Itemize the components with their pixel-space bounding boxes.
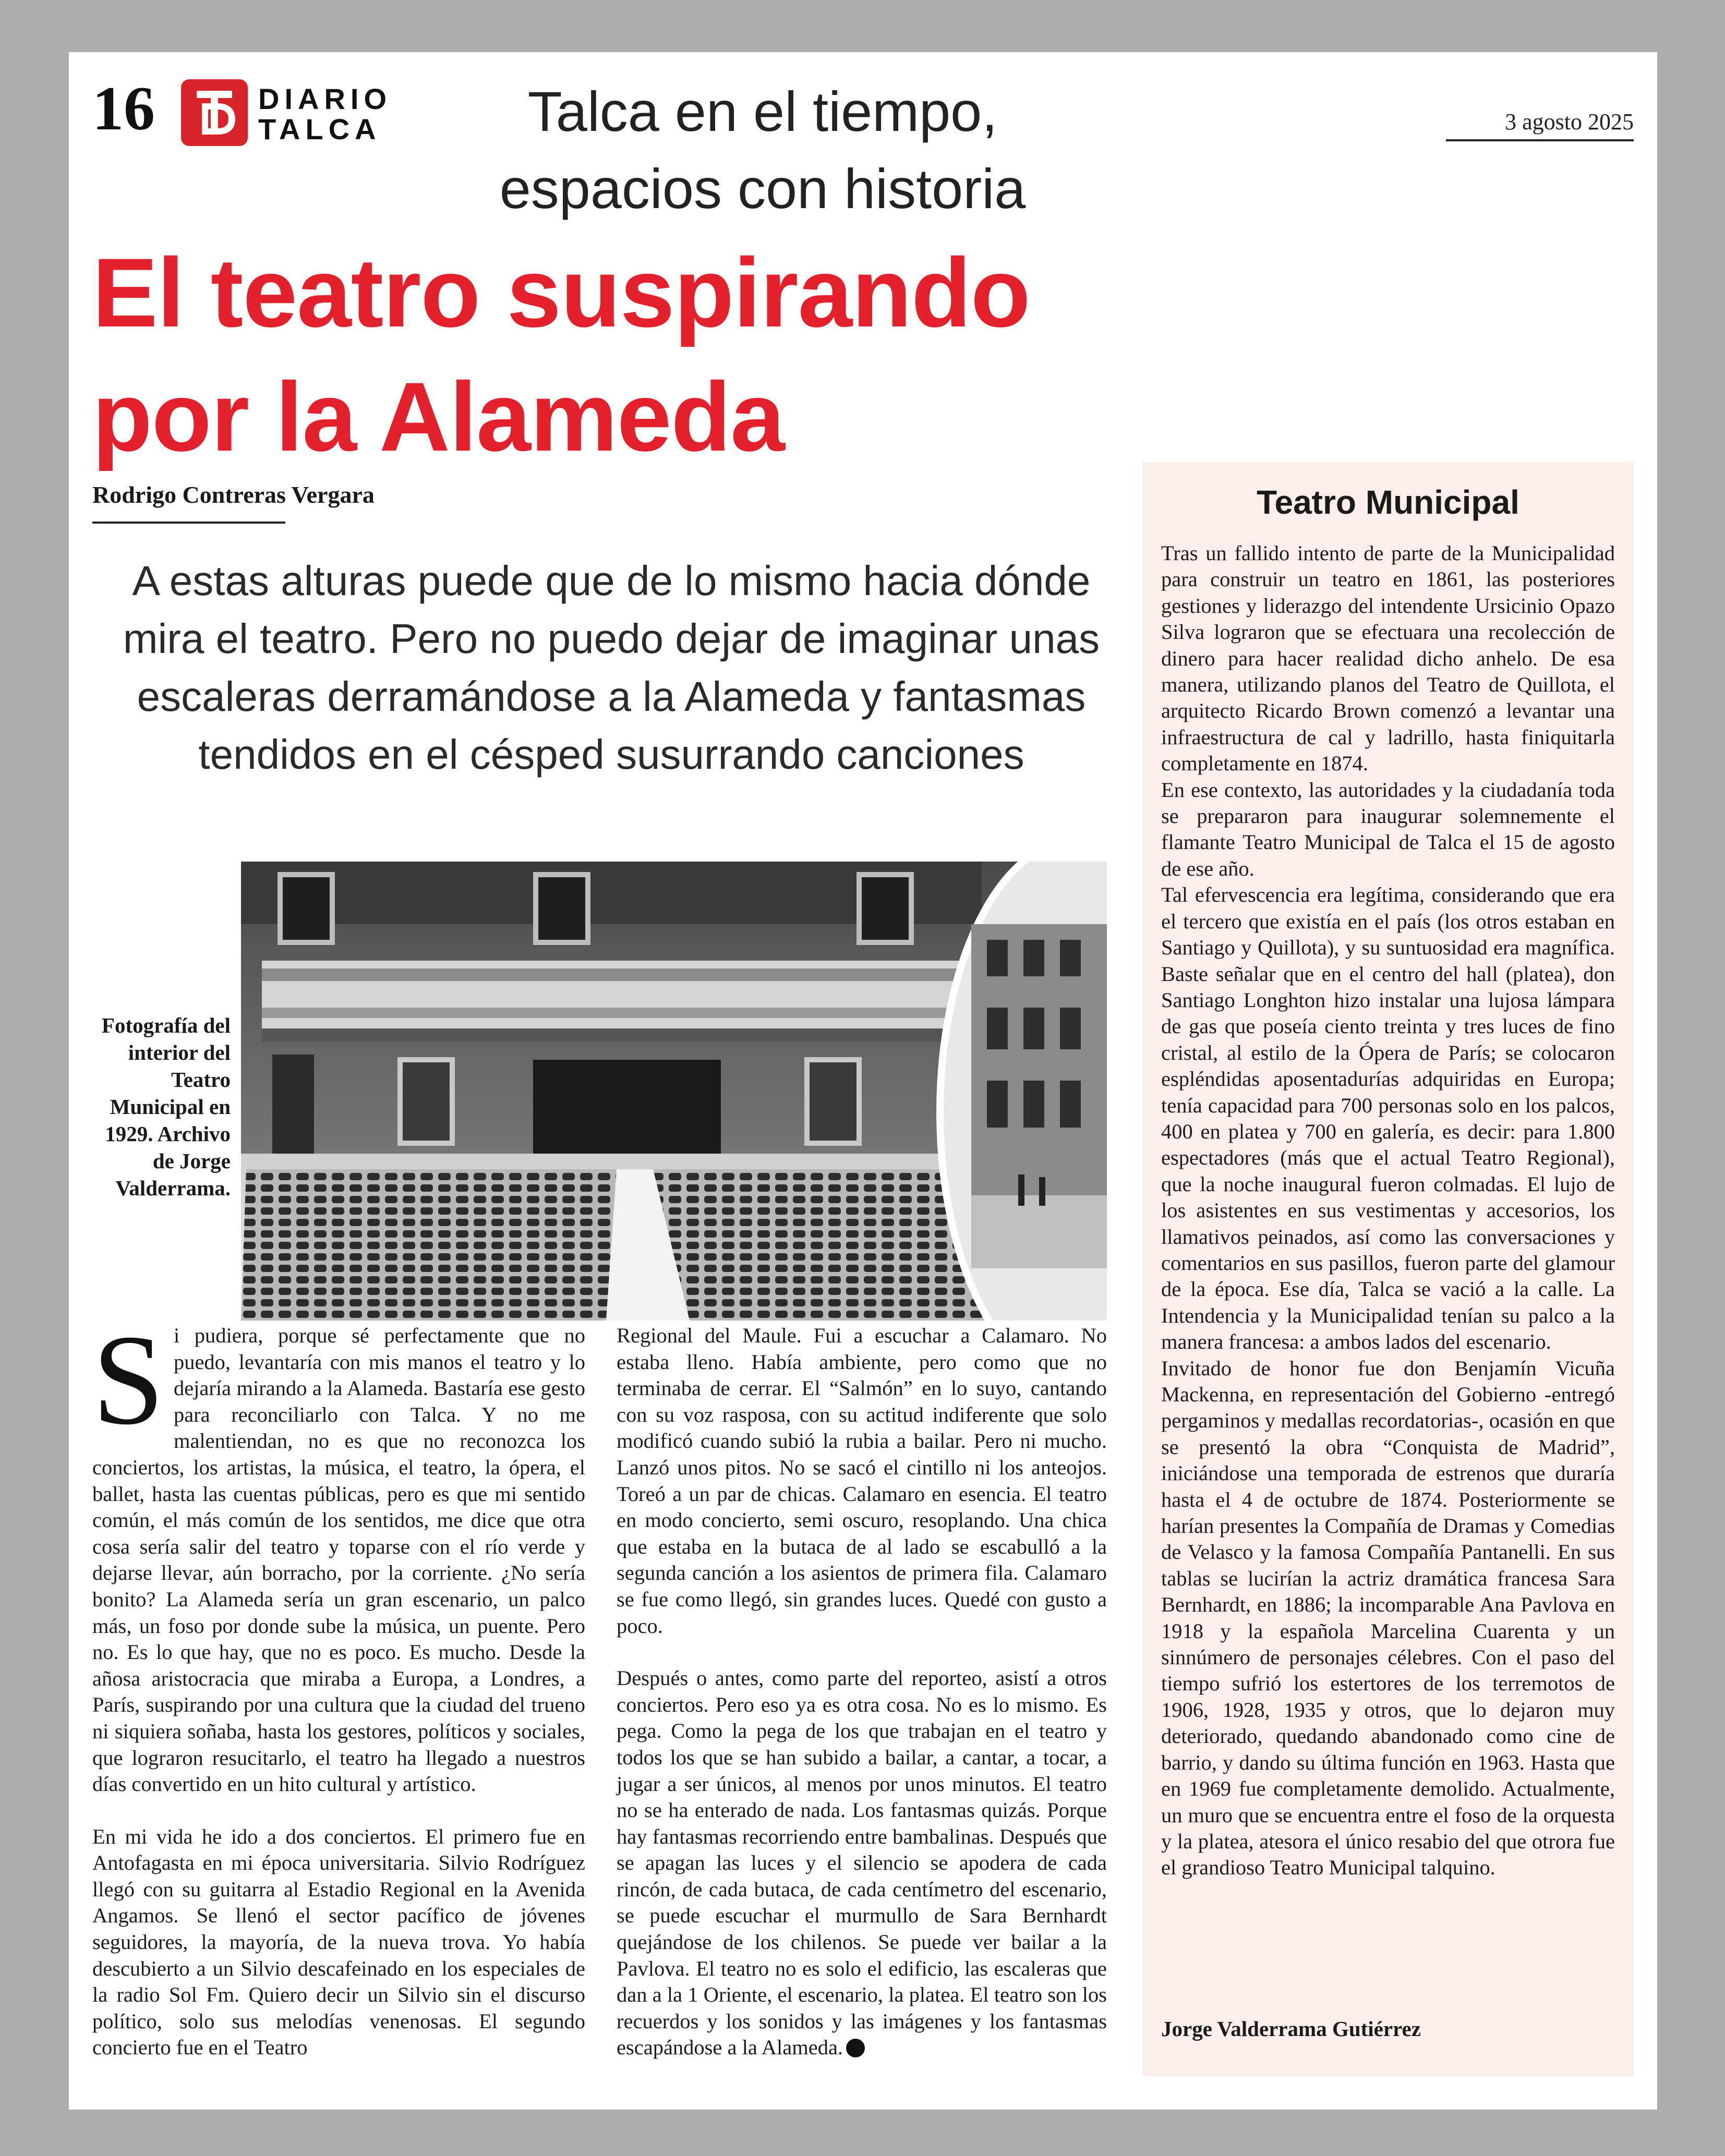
article-headline: El teatro suspirando por la Alameda bbox=[92, 238, 1030, 471]
byline-rule bbox=[92, 522, 285, 524]
sidebar-body bbox=[1161, 540, 1615, 1881]
page-number: 16 bbox=[92, 74, 155, 143]
newspaper-page bbox=[69, 52, 1657, 2110]
sidebar-signature: Jorge Valderrama Gutiérrez bbox=[1161, 2017, 1421, 2041]
logo-mark-icon bbox=[181, 79, 248, 146]
section-title: Talca en el tiempo, espacios con historia bbox=[499, 80, 1026, 220]
article-column-1 bbox=[92, 1308, 585, 2061]
sidebar-teatro-municipal bbox=[1142, 462, 1634, 2076]
theatre-interior-photo bbox=[241, 862, 1107, 1321]
issue-date: 3 agosto 2025 bbox=[1446, 108, 1634, 141]
sidebar-paragraph: Tras un fallido intento de parte de la Municipalidad para construir un teatro en 1861, las posteriores gestiones y liderazgo del intendente Ursicinio Opazo Silva lograron que se efectuara una recolección de dinero para hacer realidad dicho anhelo. De esa manera, utilizando planos del Teatro de Quillota, el arquitecto Ricardo Brown comenzó a levantar una infraestructura de cal y ladrillo, hasta finiquitarla completamente en 1874. bbox=[1161, 541, 1615, 776]
article-paragraph-2: En mi vida he ido a dos conciertos. El primero fue en Antofagasta en mi época universitaria. Silvio Rodríguez llegó con su guitarra al Estadio Regional en la Avenida Angamos. Se llenó el sector pacífico de jóvenes seguidores, la mayoría, de la nueva trova. Yo había descubierto a un Silvio descafeinado en los especiales de la radio Sol Fm. Quiero decir un Silvio sin el discurso político, solo sus melodías venenosas. El segundo concierto fue en el Teatro bbox=[92, 1824, 585, 2060]
sidebar-paragraph: En ese contexto, las autoridades y la ciudadanía toda se prepararon para inaugurar solemnemente el flamante Teatro Municipal de Talca el 15 de agosto de ese año. bbox=[1161, 778, 1615, 880]
logo-text-diario: DIARIO bbox=[258, 82, 392, 115]
sidebar-paragraph: Invitado de honor fue don Benjamín Vicuña Mackenna, en representación del Gobierno -entregó pergaminos y medallas recordatorias-, ocasión en que se presentó la obra “Conquista de Madrid”, iniciándose una temporada de estrenos que duraría hasta el 4 de octubre de 1874. Posteriormente se harían presentes la Compañía de Dramas y Comedias de Velasco y la famosa Compañía Pantanelli. En sus tablas se lucirían la actriz dramática francesa Sara Bernhardt, en 1886; la incomparable Ana Pavlova en 1918 y la española Marcelina Cuarenta y un sinnúmero de personajes célebres. Con el paso del tiempo sufrió los estertores de los terremotos de 1906, 1928, 1935 y otros, que lo dejaron muy deteriorado, quedando abandonado como cine de barrio, y dando su última función en 1963. Hasta que en 1969 fue completamente demolido. Actualmente, un muro que se encuentra entre el foso de la orquesta y la platea, atesora el único resabio del que otrora fue el grandioso Teatro Municipal talquino. bbox=[1161, 1356, 1615, 1880]
article-paragraph-4-text: Después o antes, como parte del reporteo, asistí a otros conciertos. Pero eso ya es otra cosa. No es lo mismo. Es pega. Como la pega de los que trabajan en el teatro y todos los que se han subido a bailar, a cantar, a tocar, a jugar a ser únicos, al menos por unos minutos. El teatro no se ha enterado de nada. Los fantasmas quizás. Porque hay fantasmas recorriendo entre bambalinas. Después que se apagan las luces y el silencio se apodera de cada rincón, de cada butaca, de cada centímetro del escenario, se puede escuchar el murmullo de Sara Bernhardt quejándose de los chilenos. Se puede ver bailar a la Pavlova. El teatro no es solo el edificio, las escaleras que dan a la 1 Oriente, el escenario, la platea. El teatro son los recuerdos y los sonidos y las imágenes y los fantasmas escapándose a la Alameda. bbox=[617, 1666, 1107, 2060]
article-paragraph-3: Regional del Maule. Fui a escuchar a Calamaro. No estaba lleno. Había ambiente, pero como que no terminaba de cerrar. El “Salmón” en lo suyo, cantando con su voz rasposa, con su actitud indiferente que solo modificó cuando subió la rubia a bailar. Pero ni mucho. Lanzó unos pitos. No se sacó el cintillo ni los anteojos. Toreó a un par de chicas. Calamaro en esencia. El teatro en modo concierto, semi oscuro, resoplando. Una chica que estaba en la butaca de al lado se escabulló a la segunda canción a los asientos de primera fila. Calamaro se fue como llegó, sin grandes luces. Quedé con gusto a poco. bbox=[617, 1324, 1107, 1638]
logo-text-talca: TALCA bbox=[258, 113, 381, 146]
article-lead: A estas alturas puede que de lo mismo hacia dónde mira el teatro. Pero no puedo dejar de imaginar unas escaleras derramándose a la Alameda y fantasmas tendidos en el césped susurrando canciones bbox=[123, 558, 1100, 778]
sidebar-title: Teatro Municipal bbox=[1257, 483, 1519, 521]
sidebar-paragraph: Tal efervescencia era legítima, considerando que era el tercero que existía en el país (los otros estaban en Santiago y Quillota), y su suntuosidad era magnífica. Baste señalar que en el centro del hall (platea), don Santiago Longhton hizo instalar una lujosa lámpara de gas que poseía ciento treinta y tres luces de fino cristal, al estilo de la Ópera de París; se colocaron espléndidas aposentadurías adquiridas en Europa; tenía capacidad para 700 personas solo en los palcos, 400 en platea y 700 en galería, es decir: para 1.800 espectadores (más que el actual Teatro Regional), que la noche inaugural fueron colmadas. El lujo de los asistentes en sus vestimentas y accesorios, los llamativos peinados, así como las conversaciones y comentarios en sus pasillos, fueron parte del glamour de la época. Ese día, Talca se vació a la calle. La Intendencia y la Municipalidad tenían su palco a la manera francesa: a ambos lados del escenario. bbox=[1161, 883, 1615, 1354]
article-paragraph-1-text: i pudiera, porque sé perfectamente que no puedo, levantaría con mis manos el teatro y lo dejaría mirando a la Alameda. Bastaría ese gesto para reconciliarlo con Talca. Y no me malentiendan, no es que no reconozca los conciertos, los artistas, la música, el teatro, la ópera, el ballet, hasta las cuentas públicas, pero es que mi sentido común, el más común de los sentidos, me dice que otra cosa sería salir del teatro y toparse con el río verde y dejarse llevar, aún borracho, por la corriente. ¿No sería bonito? La Alameda sería un gran escenario, un palco más, un foso por donde sube la música, un puente. Pero no. Es lo que hay, que no es poco. Es mucho. Desde la añosa aristocracia que miraba a Europa, a Londres, a París, suspirando por una cultura que la ciudad del trueno ni siquiera soñaba, hasta los gestores, políticos y sociales, que lograron resucitarlo, el teatro ha llegado a nuestros días convertido en un hito cultural y artístico. bbox=[92, 1324, 585, 1796]
article-column-2 bbox=[617, 1323, 1107, 2061]
end-of-article-icon bbox=[846, 2039, 865, 2057]
article-paragraph-1 bbox=[92, 1308, 585, 1798]
photo-caption: Fotografía del interior del Teatro Municipal en 1929. Archivo de Jorge Valderrama. bbox=[101, 1013, 231, 1200]
drop-cap: S bbox=[92, 1308, 164, 1451]
article-paragraph-4 bbox=[617, 1665, 1107, 2061]
article-byline: Rodrigo Contreras Vergara bbox=[92, 481, 375, 508]
diario-talca-logo bbox=[181, 79, 392, 146]
